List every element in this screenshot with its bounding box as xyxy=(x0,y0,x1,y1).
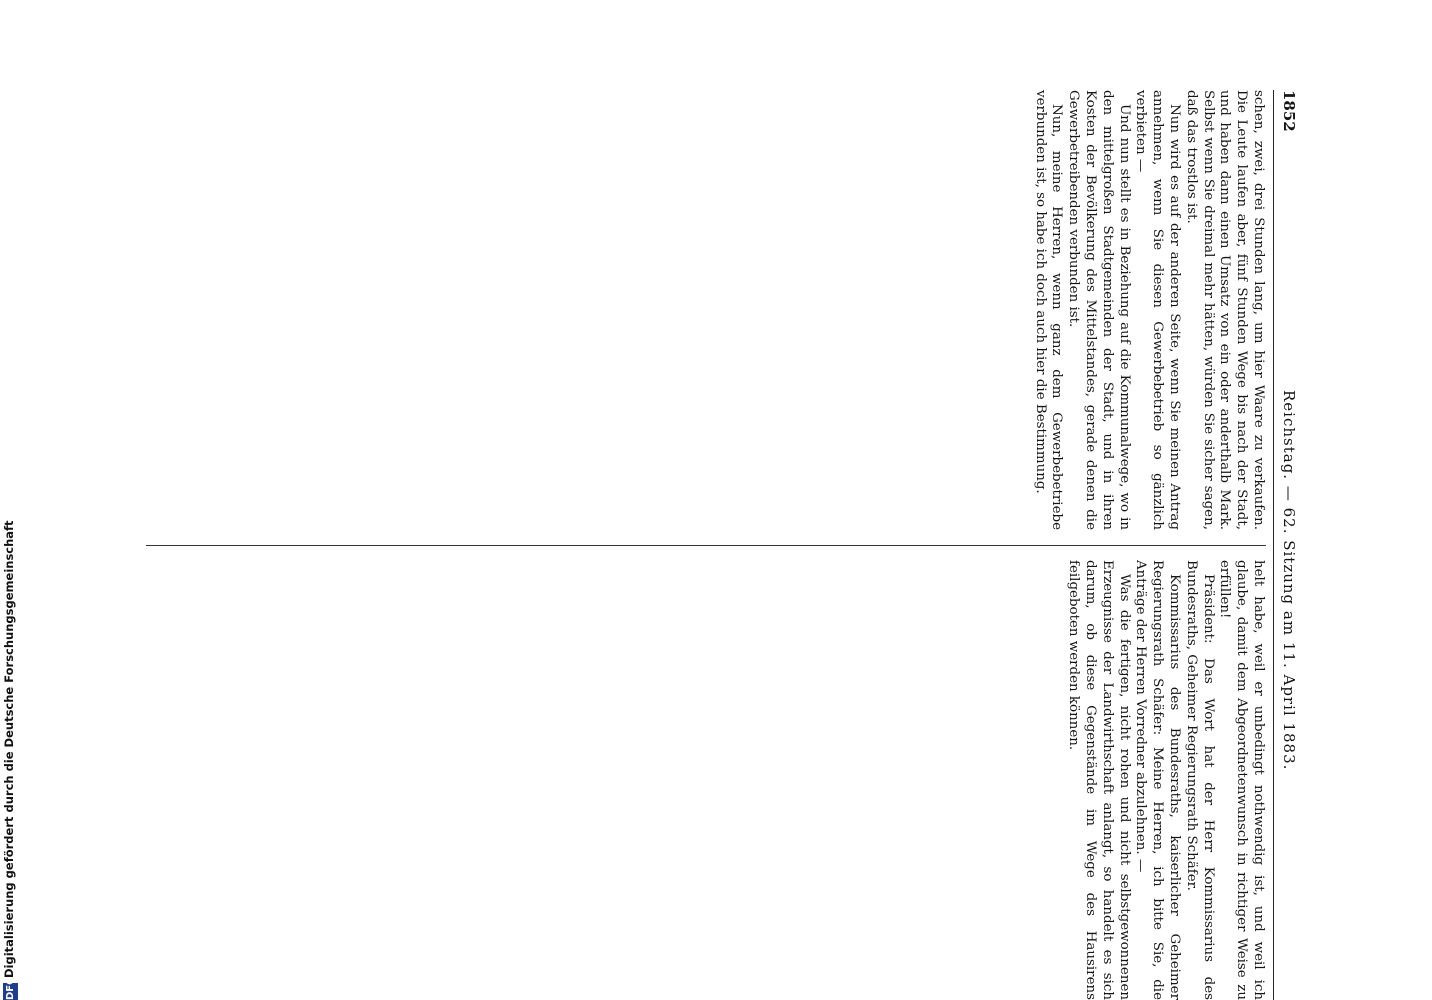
running-title: Reichstag. — 62. Sitzung am 11. April 1883. xyxy=(1280,390,1298,771)
paragraph: Und nun stellt es in Beziehung auf die Kommunalwege, wo in den mittelgroßen Stadtgemeinden der Stadt, und in ihren Kosten der Bevölkerung des Mittelstandes, gerade denen die Gewerbetreibenden verbunden ist. xyxy=(1066,90,1132,530)
digitization-credit: Digitalisierung gefördert durch die Deutsche Forschungsgemeinschaft xyxy=(2,520,16,978)
paragraph: Nun, meine Herren, wenn ganz dem Gewerbebetriebe verbunden ist, so habe ich doch auch hier die Bestimmung. xyxy=(1032,90,1065,530)
left-column xyxy=(121,90,1266,530)
paragraph: helt habe, weil er unbedingt nothwendig ist, und weil ich glaube, damit dem Abgeordnetenwunsch in richtiger Weise zu erfüllen! xyxy=(1217,560,1266,1000)
paragraph: schen, zwei, drei Stunden lang, um hier Waare zu verkaufen. Die Leute laufen aber, fünf Stunden Wege bis nach der Stadt, und haben dann einen Umsatz von ein oder anderthalb Mark. Selbst wenn Sie dreimal mehr hätten, würden Sie sicher sagen, daß das trostlos ist. xyxy=(1183,90,1266,530)
column-rule xyxy=(146,545,1266,546)
paragraph: Nun wird es auf der anderen Seite, wenn Sie meinen Antrag annehmen, wenn Sie diesen Gewerbebetrieb so gänzlich verbieten — xyxy=(1133,90,1183,530)
page-header xyxy=(1278,90,1300,1000)
speaker-paragraph: Kommissarius des Bundesraths, kaiserlicher Geheimer Regierungsrath Schäfer: Meine Herren, ich bitte Sie, die Anträge der Herren Vorredner abzulehnen. — xyxy=(1133,560,1183,1000)
right-column xyxy=(121,560,1266,1000)
speaker-paragraph: Präsident: Das Wort hat der Herr Kommissarius des Bundesraths, Geheimer Regierungsrath Schäfer. xyxy=(1183,560,1216,1000)
header-rule xyxy=(1273,90,1274,1000)
page-number: 1852 xyxy=(1280,90,1298,132)
dfg-logo: DFG xyxy=(5,976,16,1000)
paragraph: Was die fertigen, nicht rohen und nicht selbstgewonnenen Erzeugnisse der Landwirthschaft anlangt, so handelt es sich darum, ob diese Gegenstände im Wege des Hausirens feilgeboten werden können. xyxy=(1066,560,1132,1000)
scanned-page xyxy=(116,90,1306,1000)
